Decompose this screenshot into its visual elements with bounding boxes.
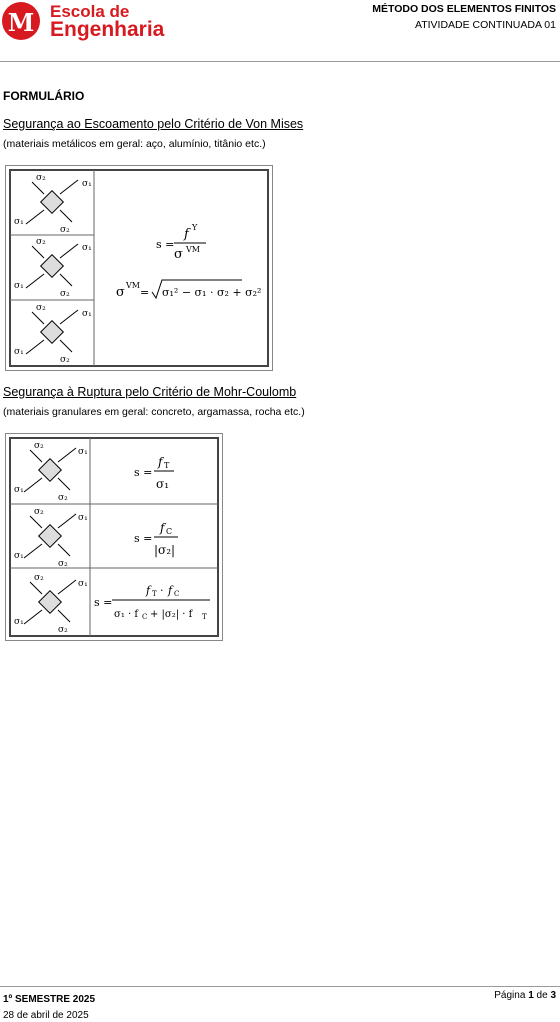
svg-text:σ₂: σ₂ [36, 237, 46, 247]
svg-text:σ₂: σ₂ [34, 507, 44, 517]
course-title: MÉTODO DOS ELEMENTOS FINITOS [372, 3, 556, 15]
von-mises-figure [5, 165, 273, 371]
logo-text-line2: Engenharia [50, 18, 165, 41]
logo-emblem: M [2, 2, 40, 40]
svg-text:s =: s = [134, 466, 153, 479]
mohr-coulomb-heading: Segurança à Ruptura pelo Critério de Mohr-Coulomb [3, 385, 297, 399]
svg-text:σ₂: σ₂ [58, 625, 68, 635]
svg-text:+ |σ₂| · f: + |σ₂| · f [150, 609, 193, 620]
page-title: FORMULÁRIO [3, 89, 85, 103]
svg-text:T: T [164, 461, 170, 470]
svg-text:VM: VM [126, 281, 140, 290]
svg-text:σ₁: σ₁ [14, 217, 24, 227]
svg-text:C: C [166, 527, 173, 536]
svg-text:σ₁: σ₁ [14, 485, 24, 495]
svg-text:σ₁: σ₁ [78, 447, 88, 457]
footer-divider [0, 986, 560, 987]
svg-text:σ₂: σ₂ [60, 289, 70, 299]
svg-text:σ₁: σ₁ [78, 513, 88, 523]
svg-text:f: f [168, 584, 173, 597]
activity-title: ATIVIDADE CONTINUADA 01 [414, 19, 556, 31]
von-mises-note: (materiais metálicos em geral: aço, alumínio, titânio etc.) [3, 138, 266, 150]
svg-text:s =: s = [156, 238, 175, 251]
svg-text:σ₁ · f: σ₁ · f [114, 609, 139, 620]
page-number: Página 1 de 3 [494, 990, 556, 1001]
svg-text:σ₁: σ₁ [82, 243, 92, 253]
svg-text:σ₂: σ₂ [60, 355, 70, 365]
svg-text:T: T [202, 613, 207, 621]
svg-text:σ₁: σ₁ [14, 347, 24, 357]
svg-text:VM: VM [186, 245, 200, 254]
svg-text:σ₂: σ₂ [58, 493, 68, 503]
svg-text:σ₂: σ₂ [34, 441, 44, 451]
svg-text:f: f [184, 227, 189, 242]
svg-text:σ: σ [116, 285, 125, 300]
logo [2, 2, 172, 42]
svg-text:s =: s = [134, 532, 153, 545]
header-divider [0, 61, 560, 62]
logo-text-line1: Escola de [50, 2, 130, 21]
svg-text:f: f [146, 584, 151, 597]
mohr-coulomb-formula-image [6, 434, 222, 640]
svg-text:σ₁: σ₁ [14, 551, 24, 561]
svg-text:s =: s = [94, 596, 113, 609]
svg-text:σ₂: σ₂ [36, 173, 46, 183]
svg-text:σ₁: σ₁ [78, 579, 88, 589]
svg-text:σ₂: σ₂ [36, 303, 46, 313]
svg-text:σ₁: σ₁ [82, 179, 92, 189]
svg-text:σ₂: σ₂ [58, 559, 68, 569]
footer-semester: 1º SEMESTRE 2025 [3, 994, 96, 1005]
footer-date: 28 de abril de 2025 [3, 1010, 89, 1021]
svg-text:C: C [142, 613, 148, 621]
svg-text:σ₁: σ₁ [14, 281, 24, 291]
mohr-coulomb-note: (materiais granulares em geral: concreto, argamassa, rocha etc.) [3, 406, 305, 418]
svg-text:C: C [174, 590, 180, 598]
svg-text:σ₂: σ₂ [34, 573, 44, 583]
svg-text:σ₁² − σ₁ · σ₂ + σ₂²: σ₁² − σ₁ · σ₂ + σ₂² [162, 286, 262, 299]
svg-text:|σ₂|: |σ₂| [154, 543, 176, 557]
mohr-coulomb-figure [5, 433, 223, 641]
svg-text:Y: Y [192, 223, 198, 232]
von-mises-formula-image [6, 166, 272, 370]
svg-text:=: = [140, 286, 150, 299]
svg-text:f: f [160, 521, 165, 535]
svg-text:σ₂: σ₂ [60, 225, 70, 235]
svg-text:σ₁: σ₁ [14, 617, 24, 627]
svg-text:f: f [158, 455, 163, 469]
svg-text:T: T [152, 590, 157, 598]
svg-text:σ: σ [174, 247, 183, 262]
svg-text:·: · [160, 584, 164, 597]
svg-text:σ₁: σ₁ [82, 309, 92, 319]
von-mises-heading: Segurança ao Escoamento pelo Critério de Von Mises [3, 117, 304, 131]
svg-text:σ₁: σ₁ [156, 477, 170, 491]
page-header [0, 0, 560, 62]
